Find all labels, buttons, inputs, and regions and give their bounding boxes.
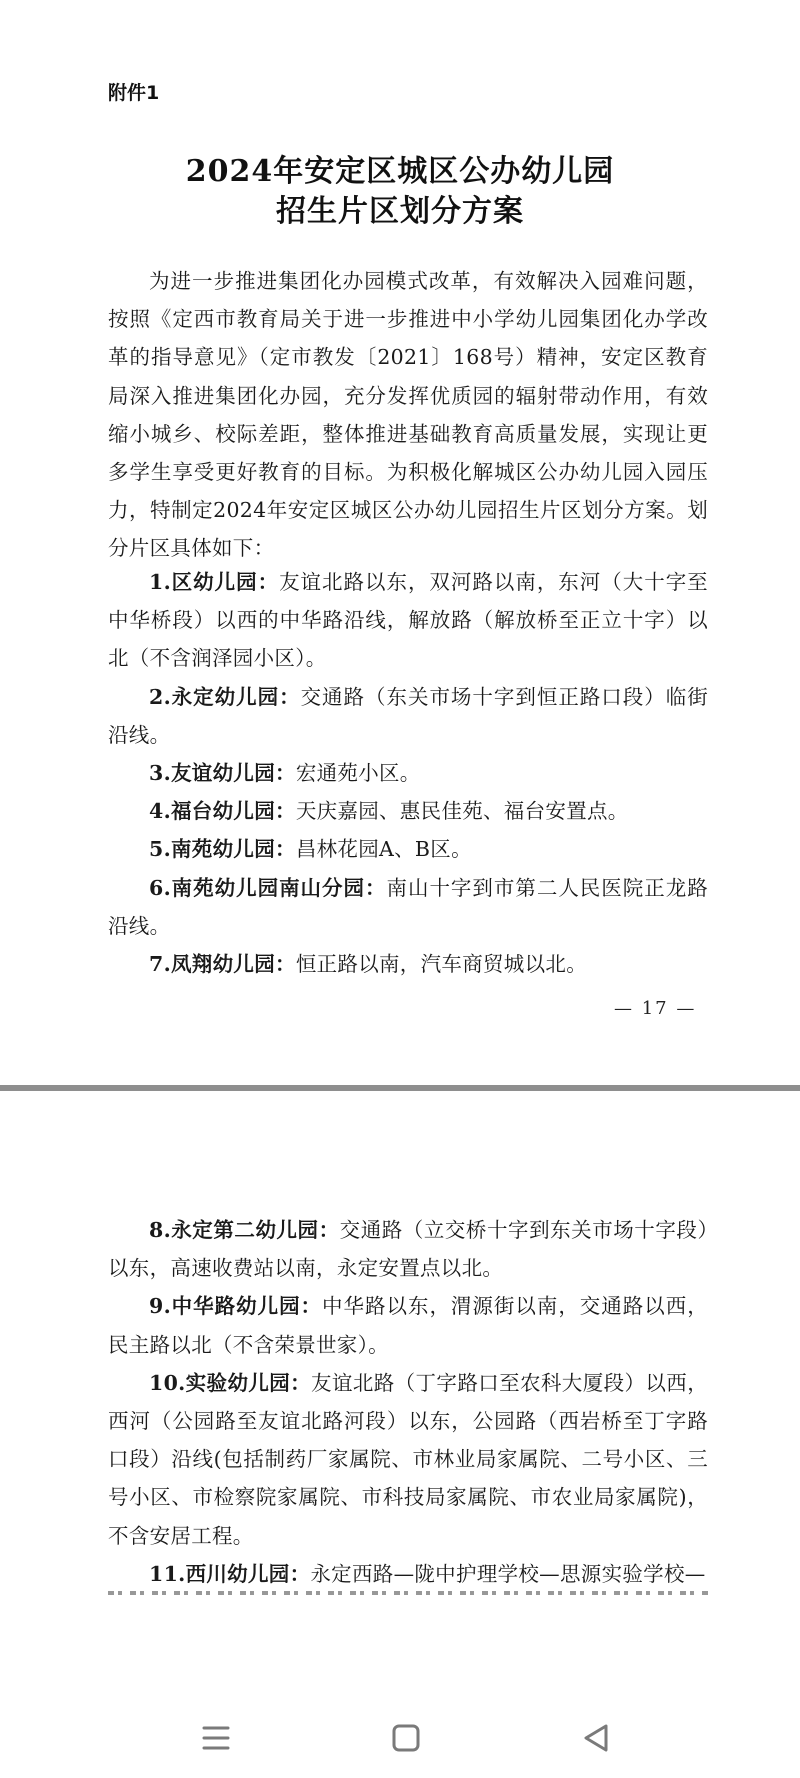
district-item-5	[108, 830, 708, 868]
kindergarten-name: 8.永定第二幼儿园：	[149, 1218, 340, 1242]
district-description: 交通路（立交桥十字到东关市场十字段）以东，高速收费站以南，永定安置点以北。	[108, 1218, 708, 1281]
kindergarten-name: 3.友谊幼儿园：	[149, 761, 296, 786]
district-description: 友谊北路以东，双河路以南，东河（大十字至中华桥段）以西的中华路沿线，解放路（解放桥至正立十字）以北（不含润泽园小区）。	[108, 570, 708, 671]
intro-paragraph: 为进一步推进集团化办园模式改革，有效解决入园难问题，按照《定西市教育局关于进一步推进中小学幼儿园集团化办学改革的指导意见》（定市教发〔2021〕168号）精神，安定区教育局深入推进集团化办园，充分发挥优质园的辐射带动作用，有效缩小城乡、校际差距，整体推进基础教育高质量发展，实现让更多学生享受更好教育的目标。为积极化解城区公办幼儿园入园压力，特制定2024年安定区城区公办幼儿园招生片区划分方案。划分片区具体如下：	[108, 269, 708, 561]
document-title-line-2: 招生片区划分方案	[276, 194, 524, 229]
district-description: 中华路以东，渭源街以南，交通路以西，民主路以北（不含荣景世家）。	[108, 1294, 708, 1357]
district-item-3	[108, 754, 708, 792]
district-list-page2	[108, 1211, 708, 1593]
attachment-label: 附件1	[108, 82, 160, 104]
kindergarten-name: 10.实验幼儿园：	[149, 1370, 312, 1395]
district-item-9	[108, 1287, 708, 1363]
district-description: 友谊北路（丁字路口至农科大厦段）以西，西河（公园路至友谊北路河段）以东，公园路（西岩桥至丁字路口段）沿线(包括制药厂家属院、市林业局家属院、二号小区、三号小区、市检察院家属院、市科技局家属院、市农业局家属院)，不含安居工程。	[108, 1370, 708, 1548]
district-item-10	[108, 1364, 708, 1555]
district-description: 交通路（东关市场十字到恒正路口段）临街沿线。	[108, 684, 708, 747]
menu-icon[interactable]	[196, 1718, 236, 1758]
kindergarten-name: 2.永定幼儿园：	[149, 684, 301, 709]
district-item-1	[108, 563, 708, 678]
district-description: 宏通苑小区。	[295, 761, 421, 786]
kindergarten-name: 9.中华路幼儿园：	[149, 1294, 323, 1319]
cut-off-text-line	[108, 1589, 708, 1597]
page-number: — 17 —	[614, 998, 697, 1019]
district-item-4	[108, 792, 708, 830]
kindergarten-name: 6.南苑幼儿园南山分园：	[149, 875, 387, 900]
district-description: 恒正路以南，汽车商贸城以北。	[295, 952, 588, 977]
district-description: 昌林花园A、B区。	[295, 837, 472, 862]
kindergarten-name: 1.区幼儿园：	[149, 570, 280, 594]
home-square-icon[interactable]	[386, 1718, 426, 1758]
district-description: 南山十字到市第二人民医院正龙路沿线。	[108, 875, 708, 938]
district-list-page1	[108, 563, 708, 983]
system-navigation-bar	[0, 1660, 800, 1778]
document-title-line-1: 2024年安定区城区公办幼儿园	[185, 154, 615, 189]
district-item-7	[108, 945, 708, 983]
district-item-11	[108, 1555, 708, 1593]
kindergarten-name: 4.福台幼儿园：	[149, 799, 296, 824]
district-item-8	[108, 1211, 708, 1287]
district-description: 永定西路—陇中护理学校—思源实验学校—	[310, 1561, 706, 1586]
district-description: 天庆嘉园、惠民佳苑、福台安置点。	[295, 799, 629, 824]
kindergarten-name: 11.西川幼儿园：	[149, 1561, 311, 1586]
kindergarten-name: 7.凤翔幼儿园：	[149, 952, 296, 977]
district-item-6	[108, 869, 708, 945]
district-item-2	[108, 678, 708, 754]
kindergarten-name: 5.南苑幼儿园：	[149, 837, 296, 862]
back-triangle-icon[interactable]	[576, 1718, 616, 1758]
